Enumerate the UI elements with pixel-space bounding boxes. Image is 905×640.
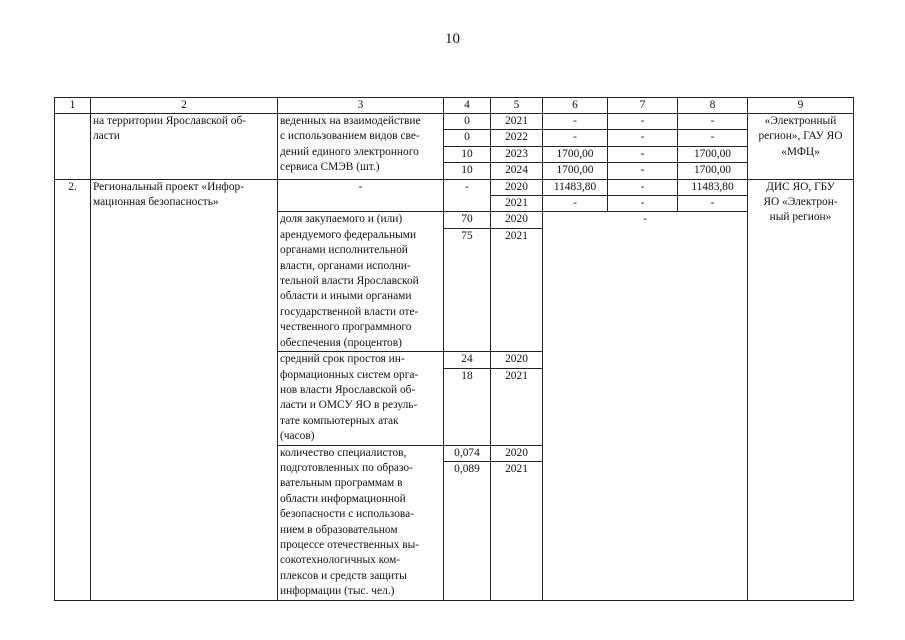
indicator-text: доля закупаемого и (или) арендуемого федеральными органами исполнительной власти, органами исполни- тельной власти Ярославской области и иными органами государственной власти оте- чественного программного обеспечения (процентов) [278,212,444,352]
header-cell-8: 8 [678,98,748,114]
header-row [55,98,854,114]
responsible-executor: ДИС ЯО, ГБУ ЯО «Электрон- ный регион» [748,179,854,600]
year-cell: 2023 [491,146,543,162]
row-number [55,114,91,180]
finance-federal: - [608,196,678,212]
year-cell: 2021 [491,368,543,445]
finance-total: - [543,114,608,130]
table-row [55,114,854,130]
indicator-text: веденных на взаимодействие с использованием видов све- дений единого электронного сервиса СМЭВ (шт.) [278,114,444,180]
finance-total: - [543,130,608,146]
indicator-value: 0,074 [444,445,491,461]
header-cell-2: 2 [91,98,278,114]
year-cell: 2022 [491,130,543,146]
indicator-value: 0 [444,114,491,130]
project-name: на территории Ярославской об- ласти [91,114,278,180]
header-cell-4: 4 [444,98,491,114]
indicator-value: 75 [444,228,491,351]
year-cell: 2020 [491,212,543,228]
indicator-value: 24 [444,352,491,368]
finance-regional: 11483,80 [678,179,748,195]
responsible-executor: «Электронный регион», ГАУ ЯО «МФЦ» [748,114,854,180]
indicator-value: 0,089 [444,461,491,600]
table-row [55,179,854,195]
year-cell: 2020 [491,179,543,195]
header-cell-6: 6 [543,98,608,114]
finance-federal: - [608,146,678,162]
indicator-value: 10 [444,146,491,162]
finance-total: 1700,00 [543,163,608,179]
indicator-value: - [444,179,491,212]
budget-table [54,97,854,601]
year-cell: 2021 [491,114,543,130]
year-cell: 2020 [491,352,543,368]
indicator-value: 10 [444,163,491,179]
finance-regional: 1700,00 [678,146,748,162]
header-cell-9: 9 [748,98,854,114]
page-number: 10 [445,31,460,47]
finance-regional: - [678,114,748,130]
finance-regional: 1700,00 [678,163,748,179]
finance-total: - [543,196,608,212]
year-cell: 2020 [491,445,543,461]
indicator-value: 18 [444,368,491,445]
header-cell-3: 3 [278,98,444,114]
finance-regional: - [678,196,748,212]
finance-total: 1700,00 [543,146,608,162]
finance-total: 11483,80 [543,179,608,195]
indicator-text: - [278,179,444,212]
year-cell: 2024 [491,163,543,179]
indicator-value: 70 [444,212,491,228]
finance-dash: - [543,212,748,600]
row-number: 2. [55,179,91,600]
header-cell-1: 1 [55,98,91,114]
finance-federal: - [608,163,678,179]
indicator-text: средний срок простоя ин- формационных систем орга- нов власти Ярославской об- ласти и ОМСУ ЯО в резуль- тате компьютерных атак (часов) [278,352,444,445]
indicator-text: количество специалистов, подготовленных по образо- вательным программам в области информационной безопасности с использова- нием в образовательном процессе отечественных вы- сокотехнологичных ком- плексов и средств защиты информации (тыс. чел.) [278,445,444,600]
finance-federal: - [608,179,678,195]
finance-regional: - [678,130,748,146]
year-cell: 2021 [491,461,543,600]
finance-federal: - [608,130,678,146]
year-cell: 2021 [491,196,543,212]
year-cell: 2021 [491,228,543,351]
header-cell-7: 7 [608,98,678,114]
finance-federal: - [608,114,678,130]
project-name: Региональный проект «Инфор- мационная безопасность» [91,179,278,600]
indicator-value: 0 [444,130,491,146]
header-cell-5: 5 [491,98,543,114]
